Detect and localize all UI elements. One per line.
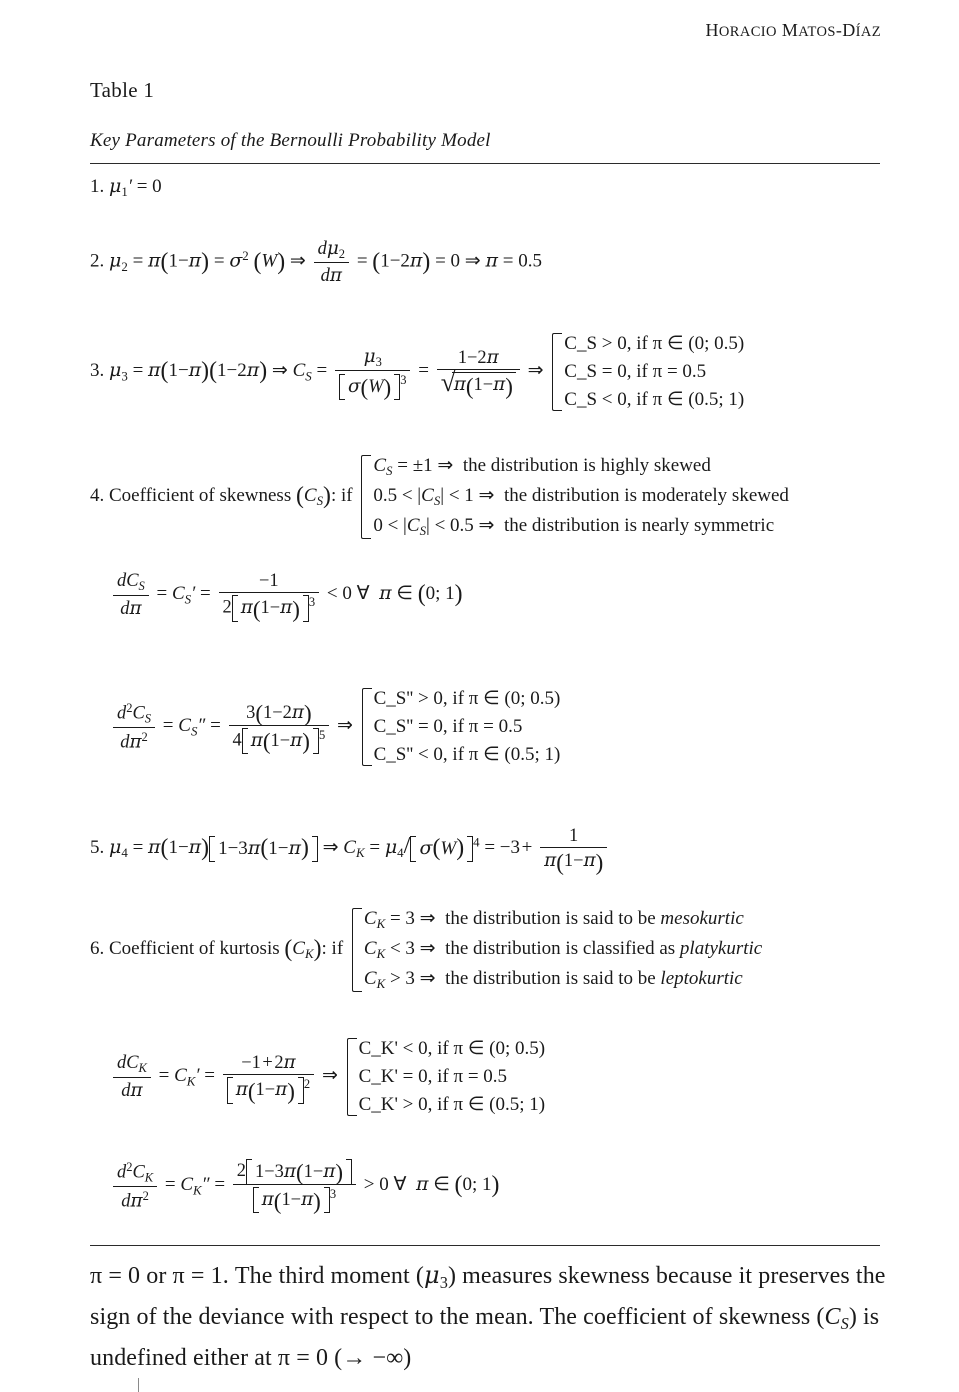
body-paragraph bbox=[90, 1258, 890, 1376]
kurtosis-classification-cases bbox=[348, 905, 762, 995]
table-bottom-rule bbox=[90, 1245, 880, 1246]
body-text-part2: ) measures skewness because it preserves the sign of the deviance with respect to the mean. The coefficient of skewness ( bbox=[90, 1263, 886, 1331]
body-text-part1: π = 0 or π = 1. The third moment ( bbox=[90, 1263, 424, 1289]
case-row: C_S < 0, if π ∈ (0.5; 1) bbox=[564, 388, 745, 410]
case-row: $C_K > 3$ ⇒ the distribution is said to be leptokurtic bbox=[363, 967, 743, 992]
running-head bbox=[706, 20, 881, 41]
case-row: $0 < |C_S| < 0.5$ ⇒ the distribution is nearly symmetric bbox=[373, 514, 775, 539]
page-margin-tick bbox=[138, 1378, 139, 1392]
equation-second-derivative-cs: $\frac{d^2C_S}{d\pi^2}$ = $C_S''$ = $\frac{3(1-2\pi)}{4 \pi(1-\pi) ^5}$ ⇒ C_S'' > 0, if π ∈ (0; 0.5) C_S'' = 0, if π = 0.5 C_S'' < 0, if π ∈ (0.5; 1) bbox=[110, 685, 560, 769]
table-top-rule bbox=[90, 163, 880, 164]
equation-first-derivative-ck: $\frac{dC_K}{d\pi}$ = $C_K'$ = $\frac{-1 + 2\pi}{\pi(1-\pi) ^2}$ ⇒ C_K' < 0, if π ∈ (0; 0.5) C_K' = 0, if π = 0.5 C_K' > 0, if π ∈ (0.5; 1) bbox=[110, 1035, 545, 1119]
case-row: C_S = 0, if π = 0.5 bbox=[564, 360, 707, 382]
case-row: $C_K = 3$ ⇒ the distribution is said to be mesokurtic bbox=[363, 908, 744, 932]
second-derivative-sign-cases bbox=[358, 685, 561, 769]
equation-item-5: 5. $\mu_4 = \pi(1-\pi)$ 1−3π(1−π) ⇒ $C_K = \mu_4/$ σ(W) $^4$ = −3 + $\frac{1}{\pi(1-\pi)}$ bbox=[90, 825, 610, 872]
case-row: C_S'' < 0, if π ∈ (0.5; 1) bbox=[373, 743, 561, 765]
coefficient-kurtosis-label: 6. Coefficient of kurtosis $(C_K)$: if bbox=[90, 935, 344, 962]
equation-item-4 bbox=[90, 452, 789, 542]
body-text-part3: ) is undefined either at π = 0 (→ −∞) bbox=[90, 1304, 880, 1372]
case-row: $0.5 < |C_S| < 1$ ⇒ the distribution is moderately skewed bbox=[373, 484, 789, 509]
skewness-classification-cases bbox=[357, 452, 789, 542]
case-row: C_S'' = 0, if π = 0.5 bbox=[373, 715, 523, 737]
cs-subscript: S bbox=[840, 1314, 849, 1334]
equation-item-6 bbox=[90, 905, 762, 995]
running-head-text: HORACIO MATOS-DÍAZ bbox=[705, 20, 881, 40]
case-row: C_K' > 0, if π ∈ (0.5; 1) bbox=[358, 1093, 546, 1115]
table-title: Key Parameters of the Bernoulli Probability Model bbox=[90, 130, 491, 151]
kurtosis-derivative-cases bbox=[343, 1035, 545, 1119]
equation-item-2: 2. $\mu_2 = \pi(1-\pi) = \sigma^2$ (W) ⇒ $\frac{d\mu_2}{d\pi}$ = (1−2π) = 0 ⇒ π = 0.5 bbox=[90, 238, 542, 287]
mu-symbol: μ bbox=[424, 1261, 440, 1289]
case-row: C_S > 0, if π ∈ (0; 0.5) bbox=[564, 333, 745, 354]
case-row: C_S'' > 0, if π ∈ (0; 0.5) bbox=[373, 688, 561, 709]
cs-symbol: C bbox=[824, 1304, 841, 1331]
case-row: $C_S = \pm 1$ ⇒ the distribution is highly skewed bbox=[373, 455, 711, 479]
table-label: Table 1 bbox=[90, 78, 155, 102]
equation-first-derivative-cs: $\frac{dC_S}{d\pi}$ = $C_S'$ = $\frac{-1}{2 \pi(1-\pi) ^3}$ < 0 ∀ π ∈ (0; 1) bbox=[110, 570, 463, 620]
equation-item-3: 3. $\mu_3 = \pi(1-\pi)(1-2\pi)$ ⇒ $C_S$ = $\frac{\mu_3}{\sigma(W) ^3}$ = 1−2π √ π(1−π) ⇒ C_S > 0, if π ∈ (0; 0.5) C_S = 0, if π = 0.5 C_S < 0, if π ∈ (0.5; 1) bbox=[90, 330, 744, 414]
skewness-sign-cases bbox=[548, 330, 744, 414]
mu-subscript: 3 bbox=[439, 1273, 448, 1293]
equation-item-1: 1. $\mu_1' = 0$ bbox=[90, 175, 162, 200]
coefficient-skewness-label: 4. Coefficient of skewness $(C_S)$: if bbox=[90, 482, 353, 509]
case-row: $C_K < 3$ ⇒ the distribution is classified as platykurtic bbox=[363, 937, 763, 962]
case-row: C_K' < 0, if π ∈ (0; 0.5) bbox=[358, 1038, 546, 1059]
case-row: C_K' = 0, if π = 0.5 bbox=[358, 1065, 508, 1087]
equation-second-derivative-ck: $\frac{d^2C_K}{d\pi^2}$ = $C_K''$ = $\frac{2 1-3\pi(1-\pi)}{\pi(1-\pi) ^3}$ > 0 ∀ π ∈ (0; 1) bbox=[110, 1160, 499, 1212]
